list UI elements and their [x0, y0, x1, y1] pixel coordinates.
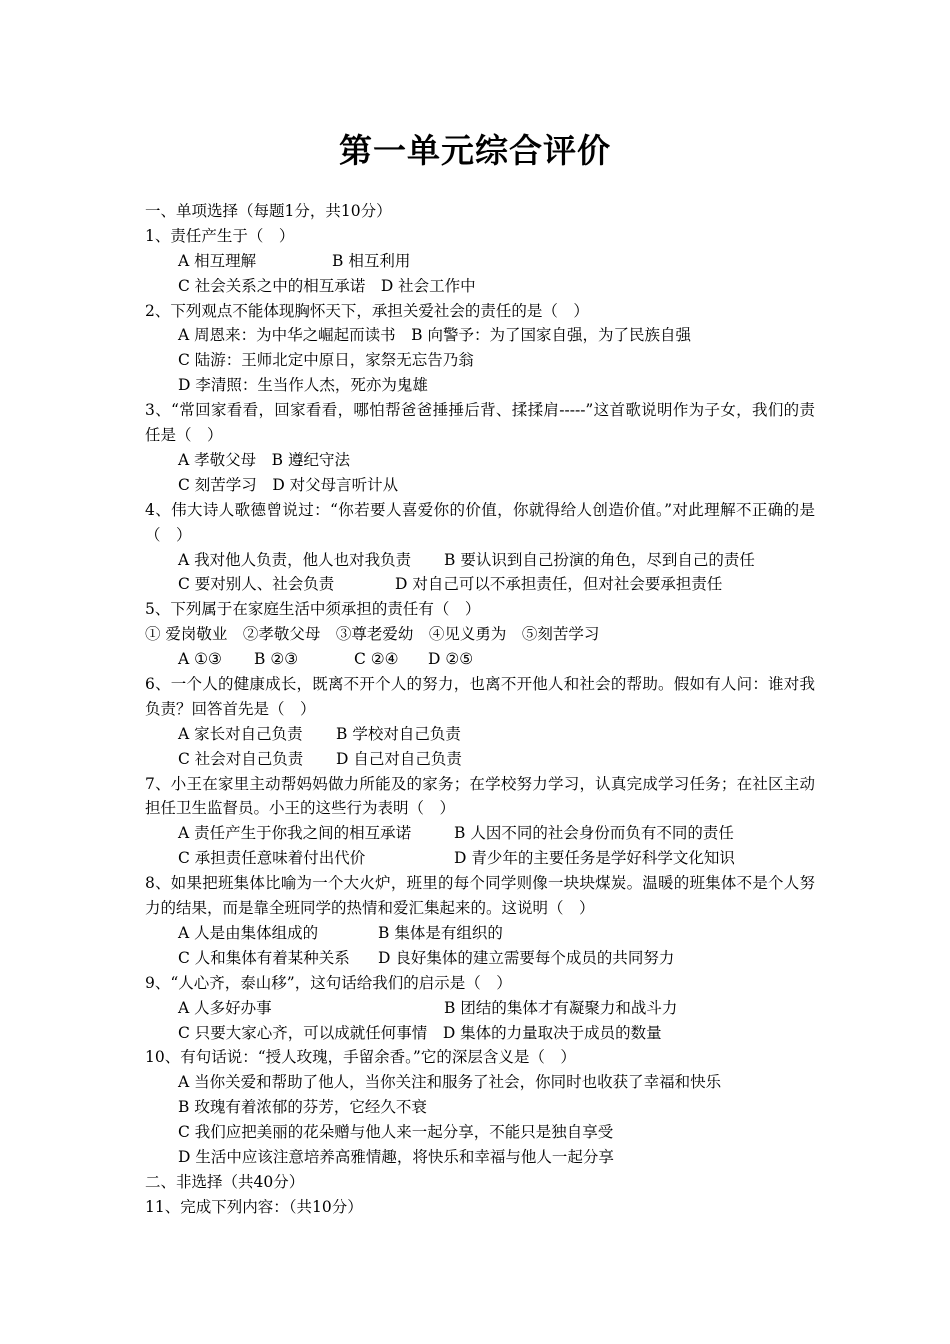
option-b: B 相互利用	[332, 251, 411, 270]
question-stem: 8、如果把班集体比喻为一个大火炉，班里的每个同学则像一块块煤炭。温暖的班集体不是个人努力的结果，而是靠全班同学的热情和爱汇集起来的。这说明（ ）	[145, 874, 815, 918]
option-c: C 陆游：王师北定中原日，家祭无忘告乃翁	[178, 351, 474, 370]
option-a: A 人是由集体组成的	[178, 923, 319, 942]
option-c: C 社会对自己负责	[178, 749, 304, 768]
option-d: D 对自己可以不承担责任，但对社会要承担责任	[395, 575, 723, 594]
option-c: C ②④	[354, 650, 399, 669]
option-row	[145, 1021, 815, 1046]
option-row	[145, 274, 815, 299]
option-c: C 刻苦学习	[178, 475, 257, 494]
option-row	[145, 821, 815, 846]
page-title: 第一单元综合评价	[339, 131, 611, 170]
option-row	[145, 473, 815, 498]
option-b: B 集体是有组织的	[378, 923, 503, 942]
option-row	[145, 946, 815, 971]
option-b: B 团结的集体才有凝聚力和战斗力	[444, 998, 678, 1017]
option-d: D 社会工作中	[380, 276, 476, 295]
section-heading: 二、非选择（共40分）	[145, 1172, 305, 1191]
question-stem: 4、伟大诗人歌德曾说过：“你若要人喜爱你的价值，你就得给人创造价值。”对此理解不正确的是（ ）	[145, 500, 815, 544]
option-b: B 玫瑰有着浓郁的芬芳，它经久不衰	[178, 1098, 427, 1117]
option-d: D 集体的力量取决于成员的数量	[442, 1023, 662, 1042]
option-b: B 遵纪守法	[271, 450, 350, 469]
option-c: C 人和集体有着某种关系	[178, 948, 350, 967]
question-stem: 2、下列观点不能体现胸怀天下，承担关爱社会的责任的是（ ）	[145, 301, 589, 320]
option-row	[145, 323, 815, 348]
option-a: A 人多好办事	[178, 998, 272, 1017]
option-row	[145, 996, 815, 1021]
question-stem: 10、有句话说：“授人玫瑰，手留余香。”它的深层含义是（ ）	[145, 1048, 576, 1067]
option-b: B 向警予：为了国家自强，为了民族自强	[411, 326, 691, 345]
question-stem: 5、下列属于在家庭生活中须承担的责任有（ ）	[145, 600, 481, 619]
option-d: D 李清照：生当作人杰，死亦为鬼雄	[178, 376, 428, 395]
option-row	[145, 572, 815, 597]
option-c: C 只要大家心齐，可以成就任何事情	[178, 1023, 428, 1042]
question-stem: 11、完成下列内容：（共10分）	[145, 1197, 363, 1216]
question-stem: 6、一个人的健康成长，既离不开个人的努力，也离不开他人和社会的帮助。假如有人问：谁对我负责？回答首先是（ ）	[145, 674, 815, 718]
option-row	[145, 548, 815, 573]
option-row	[145, 249, 815, 274]
option-d: D 生活中应该注意培养高雅情趣，将快乐和幸福与他人一起分享	[178, 1148, 614, 1166]
option-c: C 承担责任意味着付出代价	[178, 849, 366, 868]
option-a: A ①③	[178, 650, 222, 669]
option-a: A 周恩来：为中华之崛起而读书	[178, 326, 396, 345]
option-row	[145, 448, 815, 473]
option-b: B ②③	[254, 650, 299, 669]
option-c: C 我们应把美丽的花朵赠与他人来一起分享，不能只是独自享受	[178, 1123, 614, 1142]
option-row	[145, 846, 815, 871]
question-items: ① 爱岗敬业 ②孝敬父母 ③尊老爱幼 ④见义勇为 ⑤刻苦学习	[145, 625, 600, 644]
option-b: B 要认识到自己扮演的角色，尽到自己的责任	[444, 550, 755, 569]
question-stem: 3、“常回家看看，回家看看，哪怕帮爸爸捶捶后背、揉揉肩-----”这首歌说明作为子女，我们的责任是（ ）	[145, 401, 815, 445]
option-a: A 孝敬父母	[178, 450, 257, 469]
option-a: A 家长对自己负责	[178, 724, 303, 743]
option-d: D 青少年的主要任务是学好科学文化知识	[454, 849, 735, 868]
option-a: A 我对他人负责，他人也对我负责	[178, 550, 412, 569]
question-list	[145, 199, 815, 1220]
section-heading: 一、单项选择（每题1分，共10分）	[145, 202, 392, 220]
option-a: A 相互理解	[178, 251, 257, 270]
option-d: D ②⑤	[428, 650, 474, 669]
option-a: A 当你关爱和帮助了他人，当你关注和服务了社会，你同时也收获了幸福和快乐	[178, 1073, 722, 1092]
option-c: C 要对别人、社会负责	[178, 575, 335, 594]
option-row	[145, 921, 815, 946]
question-stem: 1、责任产生于（ ）	[145, 226, 295, 245]
option-c: C 社会关系之中的相互承诺	[178, 276, 366, 295]
option-row	[145, 722, 815, 747]
option-b: B 人因不同的社会身份而负有不同的责任	[454, 824, 734, 843]
option-d: D 对父母言听计从	[272, 475, 399, 494]
question-stem: 9、“人心齐，泰山移”，这句话给我们的启示是（ ）	[145, 973, 512, 992]
question-stem: 7、小王在家里主动帮妈妈做力所能及的家务；在学校努力学习，认真完成学习任务；在社区主动担任卫生监督员。小王的这些行为表明（ ）	[145, 774, 815, 818]
option-b: B 学校对自己负责	[336, 724, 461, 743]
option-a: A 责任产生于你我之间的相互承诺	[178, 824, 412, 843]
option-d: D 良好集体的建立需要每个成员的共同努力	[378, 948, 675, 967]
option-row	[145, 747, 815, 772]
option-d: D 自己对自己负责	[336, 749, 462, 768]
option-row	[145, 647, 815, 672]
